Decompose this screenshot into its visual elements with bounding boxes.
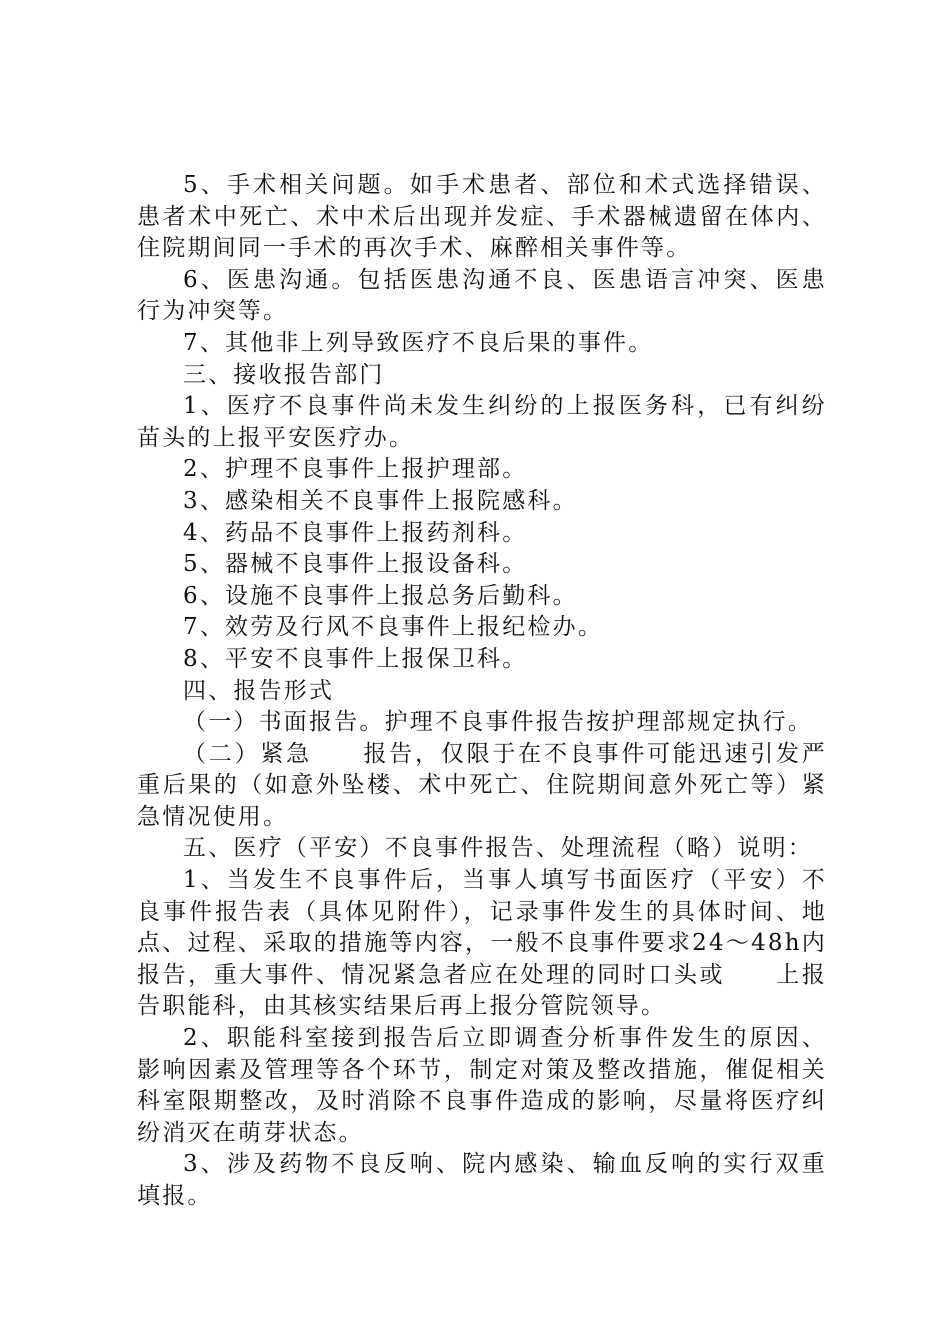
- paragraph-written-report: （一）书面报告。护理不良事件报告按护理部规定执行。: [183, 709, 813, 736]
- section-heading-process-description: 五、医疗（平安）不良事件报告、处理流程（略）说明：: [183, 835, 813, 862]
- paragraph-safety-events-report: 8、平安不良事件上报保卫科。: [183, 645, 528, 672]
- paragraph-process-step-1: 1、当发生不良事件后，当事人填写书面医疗（平安）不良事件报告表（具体见附件），记录事件发生的具体时间、地点、过程、采取的措施等内容，一般不良事件要求24～48h内报告，重大事件、情况紧急者应在处理的同时口头或 上报告职能科，由其核实结果后再上报分管院领导。: [137, 867, 827, 1020]
- section-heading-receiving-departments: 三、接收报告部门: [183, 361, 385, 388]
- paragraph-other-events: 7、其他非上列导致医疗不良后果的事件。: [183, 329, 654, 356]
- paragraph-service-events-report: 7、效劳及行风不良事件上报纪检办。: [183, 614, 604, 641]
- paragraph-doctor-patient-communication: 6、医患沟通。包括医患沟通不良、医患语言冲突、医患行为冲突等。: [137, 266, 827, 325]
- section-heading-report-forms: 四、报告形式: [183, 677, 335, 704]
- paragraph-device-events-report: 5、器械不良事件上报设备科。: [183, 551, 528, 578]
- paragraph-process-step-2: 2、职能科室接到报告后立即调查分析事件发生的原因、影响因素及管理等各个环节，制定对策及整改措施，催促相关科室限期整改，及时消除不良事件造成的影响，尽量将医疗纠纷消灭在萌芽状态。: [137, 1025, 827, 1146]
- paragraph-surgery-issues: 5、手术相关问题。如手术患者、部位和术式选择错误、患者术中死亡、术中术后出现并发症、手术器械遗留在体内、住院期间同一手术的再次手术、麻醉相关事件等。: [137, 172, 827, 262]
- paragraph-process-step-3: 3、涉及药物不良反响、院内感染、输血反响的实行双重填报。: [137, 1151, 827, 1209]
- paragraph-emergency-report: （二）紧急 报告，仅限于在不良事件可能迅速引发严重后果的（如意外坠楼、术中死亡、住院期间意外死亡等）紧急情况使用。: [137, 740, 827, 830]
- paragraph-facility-events-report: 6、设施不良事件上报总务后勤科。: [183, 582, 578, 609]
- document-body: [137, 170, 827, 1213]
- paragraph-infection-events-report: 3、感染相关不良事件上报院感科。: [183, 487, 578, 514]
- paragraph-nursing-events-report: 2、护理不良事件上报护理部。: [183, 456, 528, 483]
- paragraph-drug-events-report: 4、药品不良事件上报药剂科。: [183, 519, 528, 546]
- paragraph-medical-events-report: 1、医疗不良事件尚未发生纠纷的上报医务科，已有纠纷苗头的上报平安医疗办。: [137, 393, 827, 451]
